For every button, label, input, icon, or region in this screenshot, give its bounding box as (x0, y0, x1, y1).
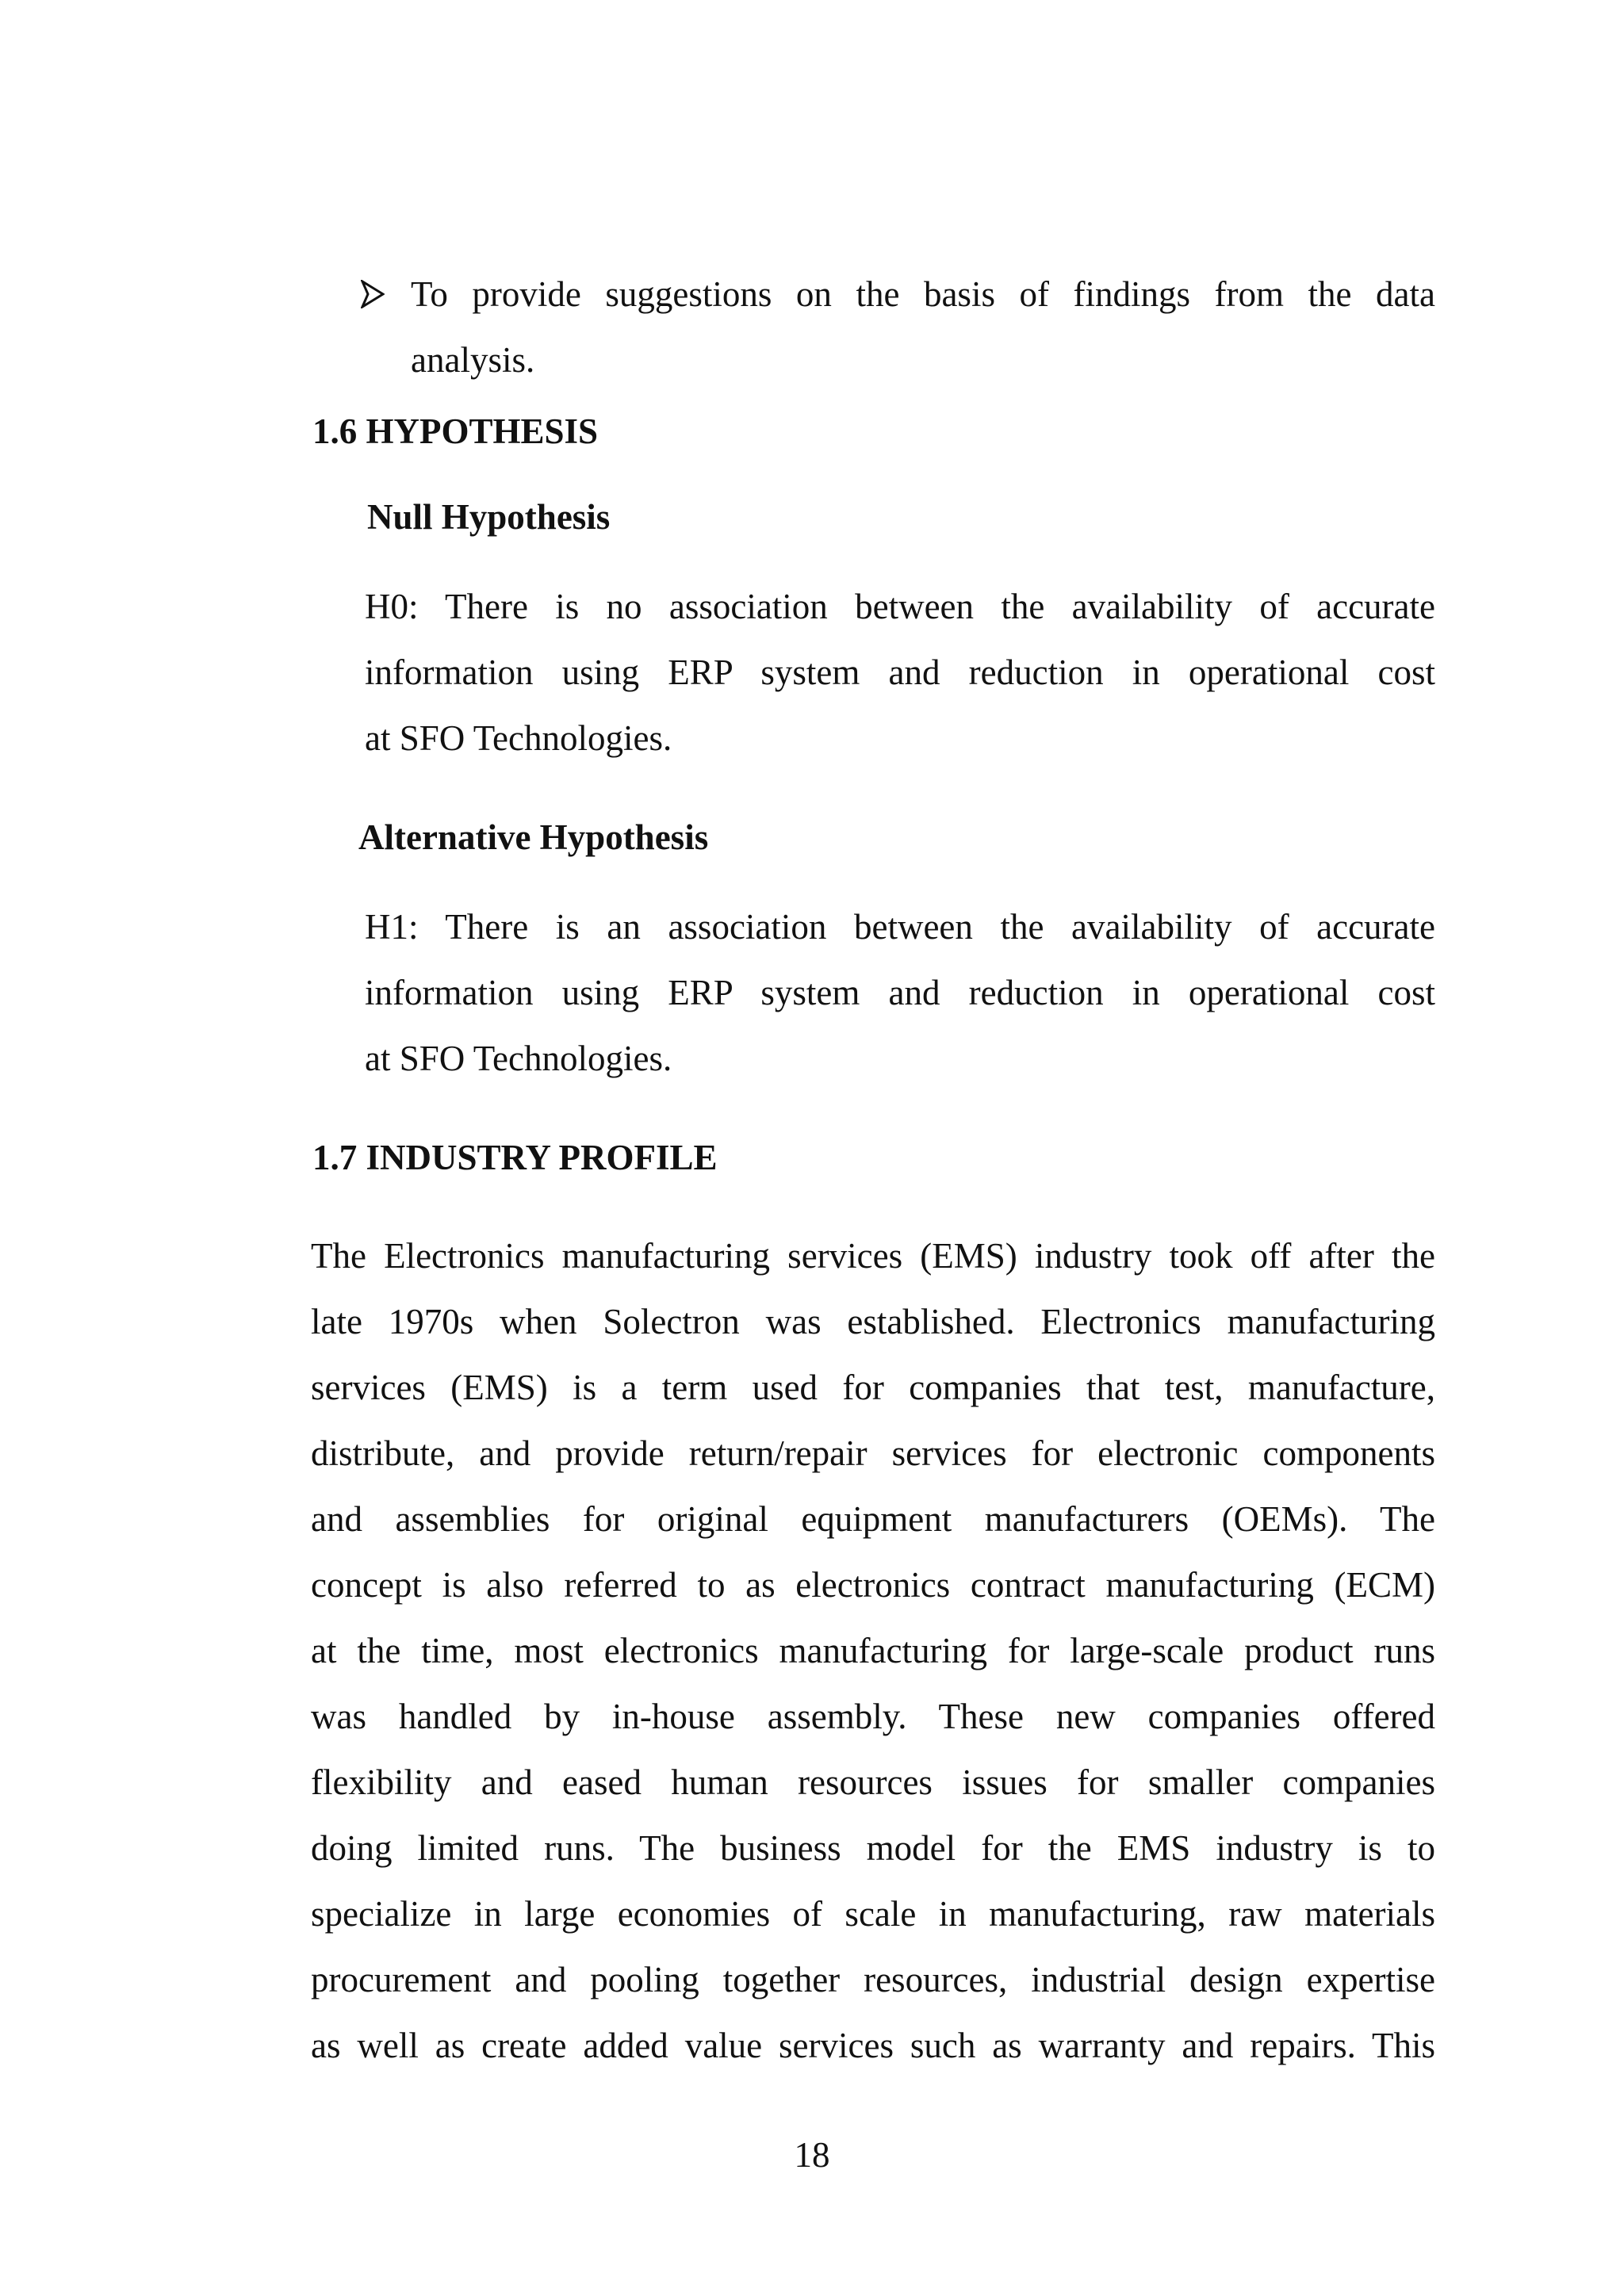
paragraph-line: late 1970s when Solectron was established. Electronics manufacturing (311, 1302, 1435, 1341)
null-hypothesis-line: at SFO Technologies. (365, 718, 672, 758)
industry-profile-paragraph (311, 1223, 1435, 2079)
paragraph-line: services (EMS) is a term used for companies that test, manufacture, (311, 1368, 1435, 1407)
paragraph-line: doing limited runs. The business model for the EMS industry is to (311, 1828, 1435, 1868)
paragraph-line: was handled by in-house assembly. These new companies offered (311, 1697, 1435, 1736)
subheading-null-hypothesis: Null Hypothesis (367, 497, 611, 537)
arrow-bullet-icon (361, 280, 385, 308)
alternative-hypothesis-text (365, 894, 1435, 1092)
objective-bullet-line: To provide suggestions on the basis of findings from the data (411, 274, 1435, 314)
subheading-alternative-hypothesis: Alternative Hypothesis (358, 817, 709, 857)
page-number: 18 (794, 2135, 830, 2175)
paragraph-line: and assemblies for original equipment manufacturers (OEMs). The (311, 1499, 1435, 1539)
paragraph-line: procurement and pooling together resources, industrial design expertise (311, 1960, 1435, 1999)
alternative-hypothesis-line: H1: There is an association between the availability of accurate (365, 907, 1435, 947)
paragraph-line: at the time, most electronics manufacturing for large-scale product runs (311, 1631, 1435, 1670)
paragraph-line: concept is also referred to as electronics contract manufacturing (ECM) (311, 1565, 1435, 1605)
alternative-hypothesis-line: at SFO Technologies. (365, 1039, 672, 1078)
objective-bullet-line: analysis. (411, 340, 535, 380)
null-hypothesis-text (365, 574, 1435, 771)
null-hypothesis-line: H0: There is no association between the availability of accurate (365, 587, 1435, 626)
paragraph-line: as well as create added value services such as warranty and repairs. This (311, 2026, 1435, 2065)
paragraph-line: distribute, and provide return/repair services for electronic components (311, 1433, 1435, 1473)
paragraph-line: flexibility and eased human resources issues for smaller companies (311, 1762, 1435, 1802)
paragraph-line: The Electronics manufacturing services (EMS) industry took off after the (311, 1236, 1435, 1276)
section-heading-industry-profile: 1.7 INDUSTRY PROFILE (312, 1138, 718, 1177)
section-heading-hypothesis: 1.6 HYPOTHESIS (312, 411, 599, 451)
null-hypothesis-line: information using ERP system and reduction in operational cost (365, 652, 1435, 692)
alternative-hypothesis-line: information using ERP system and reduction in operational cost (365, 973, 1435, 1012)
paragraph-line: specialize in large economies of scale in manufacturing, raw materials (311, 1894, 1435, 1934)
